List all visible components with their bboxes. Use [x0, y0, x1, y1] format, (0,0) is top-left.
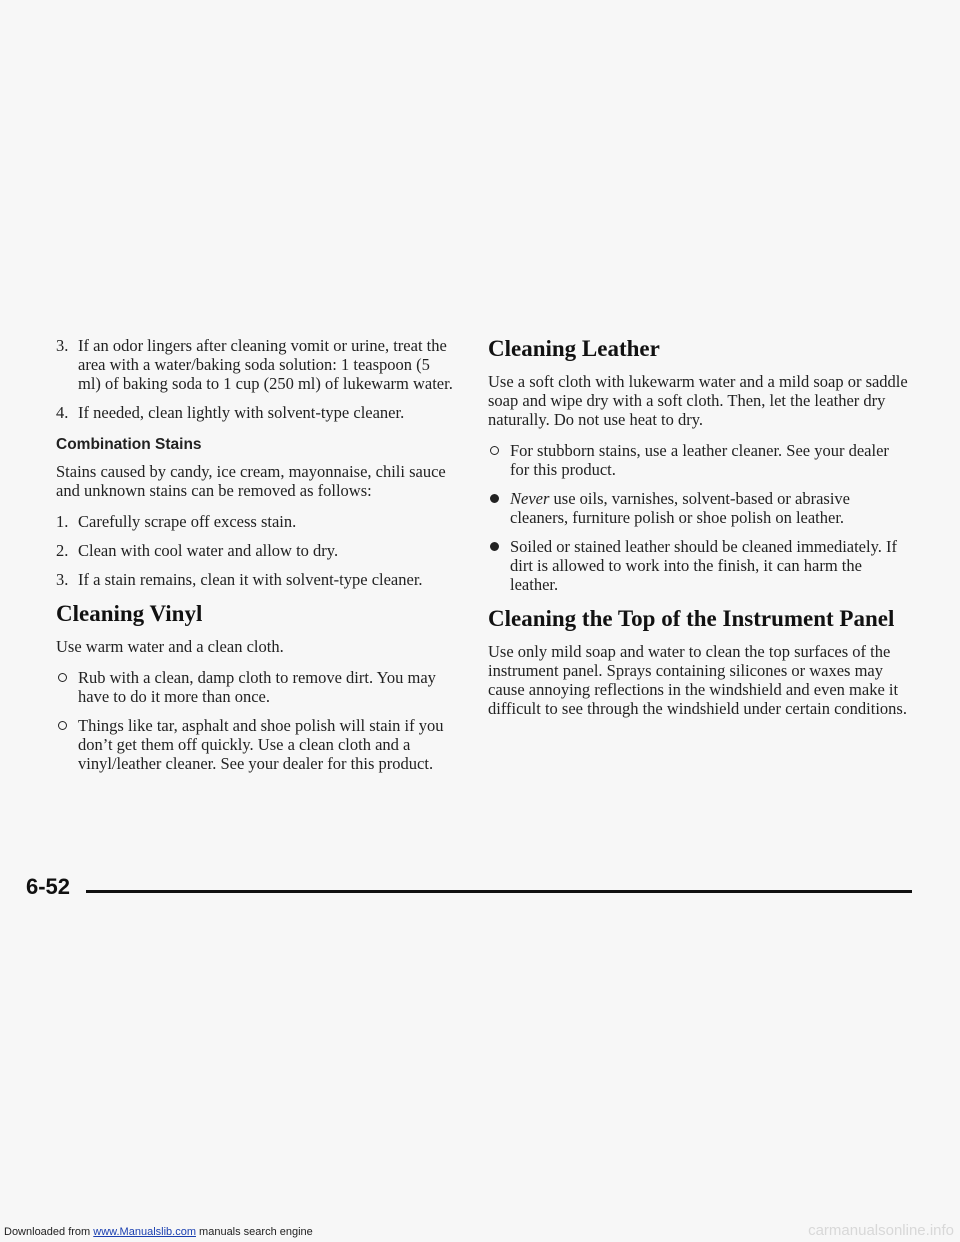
- bullet-text: use oils, varnishes, solvent-based or abrasive cleaners, furniture polish or shoe polish on leather.: [510, 489, 850, 527]
- combination-steps-list: [56, 512, 456, 589]
- bullet-item: [488, 489, 908, 527]
- list-text: Clean with cool water and allow to dry.: [78, 541, 339, 560]
- bullet-emphasis: Never: [510, 489, 550, 508]
- list-number: 3.: [56, 570, 69, 589]
- instrument-panel-heading: Cleaning the Top of the Instrument Panel: [488, 606, 895, 631]
- watermark: carmanualsonline.info: [808, 1222, 954, 1239]
- list-number: 1.: [56, 512, 69, 531]
- footer-rule: [86, 890, 912, 893]
- list-text: If a stain remains, clean it with solvent-type cleaner.: [78, 570, 423, 589]
- list-item: [56, 570, 456, 589]
- instrument-panel-paragraph: Use only mild soap and water to clean the top surfaces of the instrument panel. Sprays containing silicones or waxes may cause annoying reflections in the windshield and even make it difficult to see through the windshield under certain conditions.: [488, 642, 907, 718]
- list-item: [56, 336, 456, 393]
- list-number: 3.: [56, 336, 69, 355]
- download-source-line: [4, 1226, 313, 1238]
- odor-steps-list: [56, 336, 456, 422]
- manualslib-link[interactable]: www.Manualslib.com: [93, 1226, 196, 1238]
- cleaning-leather-paragraph: Use a soft cloth with lukewarm water and a mild soap or saddle soap and wipe dry with a soft cloth. Then, let the leather dry naturally. Do not use heat to dry.: [488, 372, 908, 429]
- list-text: Carefully scrape off excess stain.: [78, 512, 297, 531]
- cleaning-vinyl-paragraph: Use warm water and a clean cloth.: [56, 637, 284, 656]
- bullet-item: [56, 668, 456, 706]
- cleaning-leather-heading: Cleaning Leather: [488, 336, 660, 361]
- combination-stains-heading: Combination Stains: [56, 436, 202, 453]
- bullet-text: Things like tar, asphalt and shoe polish will stain if you don’t get them off quickly. Use a clean cloth and a vinyl/leather cleaner. See your dealer for this product.: [78, 716, 444, 773]
- list-number: 4.: [56, 403, 69, 422]
- list-item: [56, 512, 456, 531]
- list-text: If needed, clean lightly with solvent-type cleaner.: [78, 403, 405, 422]
- download-suffix: manuals search engine: [199, 1226, 313, 1238]
- bullet-text: Rub with a clean, damp cloth to remove dirt. You may have to do it more than once.: [78, 668, 436, 706]
- bullet-icon: [58, 721, 67, 730]
- left-column: [56, 336, 456, 783]
- cleaning-vinyl-heading: Cleaning Vinyl: [56, 601, 203, 626]
- bullet-item: [488, 441, 908, 479]
- right-column: [488, 336, 908, 730]
- list-item: [56, 541, 456, 560]
- bullet-icon: [490, 446, 499, 455]
- leather-bullets: [488, 441, 908, 594]
- download-prefix: Downloaded from: [4, 1226, 91, 1238]
- list-number: 2.: [56, 541, 69, 560]
- vinyl-bullets: [56, 668, 456, 773]
- bullet-icon: [58, 673, 67, 682]
- combination-stains-paragraph: Stains caused by candy, ice cream, mayonnaise, chili sauce and unknown stains can be removed as follows:: [56, 462, 446, 500]
- list-item: [56, 403, 456, 422]
- page-footer: [26, 874, 912, 914]
- bullet-item: [488, 537, 908, 594]
- bullet-text: For stubborn stains, use a leather cleaner. See your dealer for this product.: [510, 441, 889, 479]
- page-number: 6-52: [26, 874, 71, 899]
- bullet-text: Soiled or stained leather should be cleaned immediately. If dirt is allowed to work into the finish, it can harm the leather.: [510, 537, 898, 594]
- list-text: If an odor lingers after cleaning vomit or urine, treat the area with a water/baking soda solution: 1 teaspoon (5 ml) of baking soda to 1 cup (250 ml) of lukewarm water.: [78, 336, 453, 393]
- bullet-item: [56, 716, 456, 773]
- bullet-icon: [490, 542, 499, 551]
- bullet-icon: [490, 494, 499, 503]
